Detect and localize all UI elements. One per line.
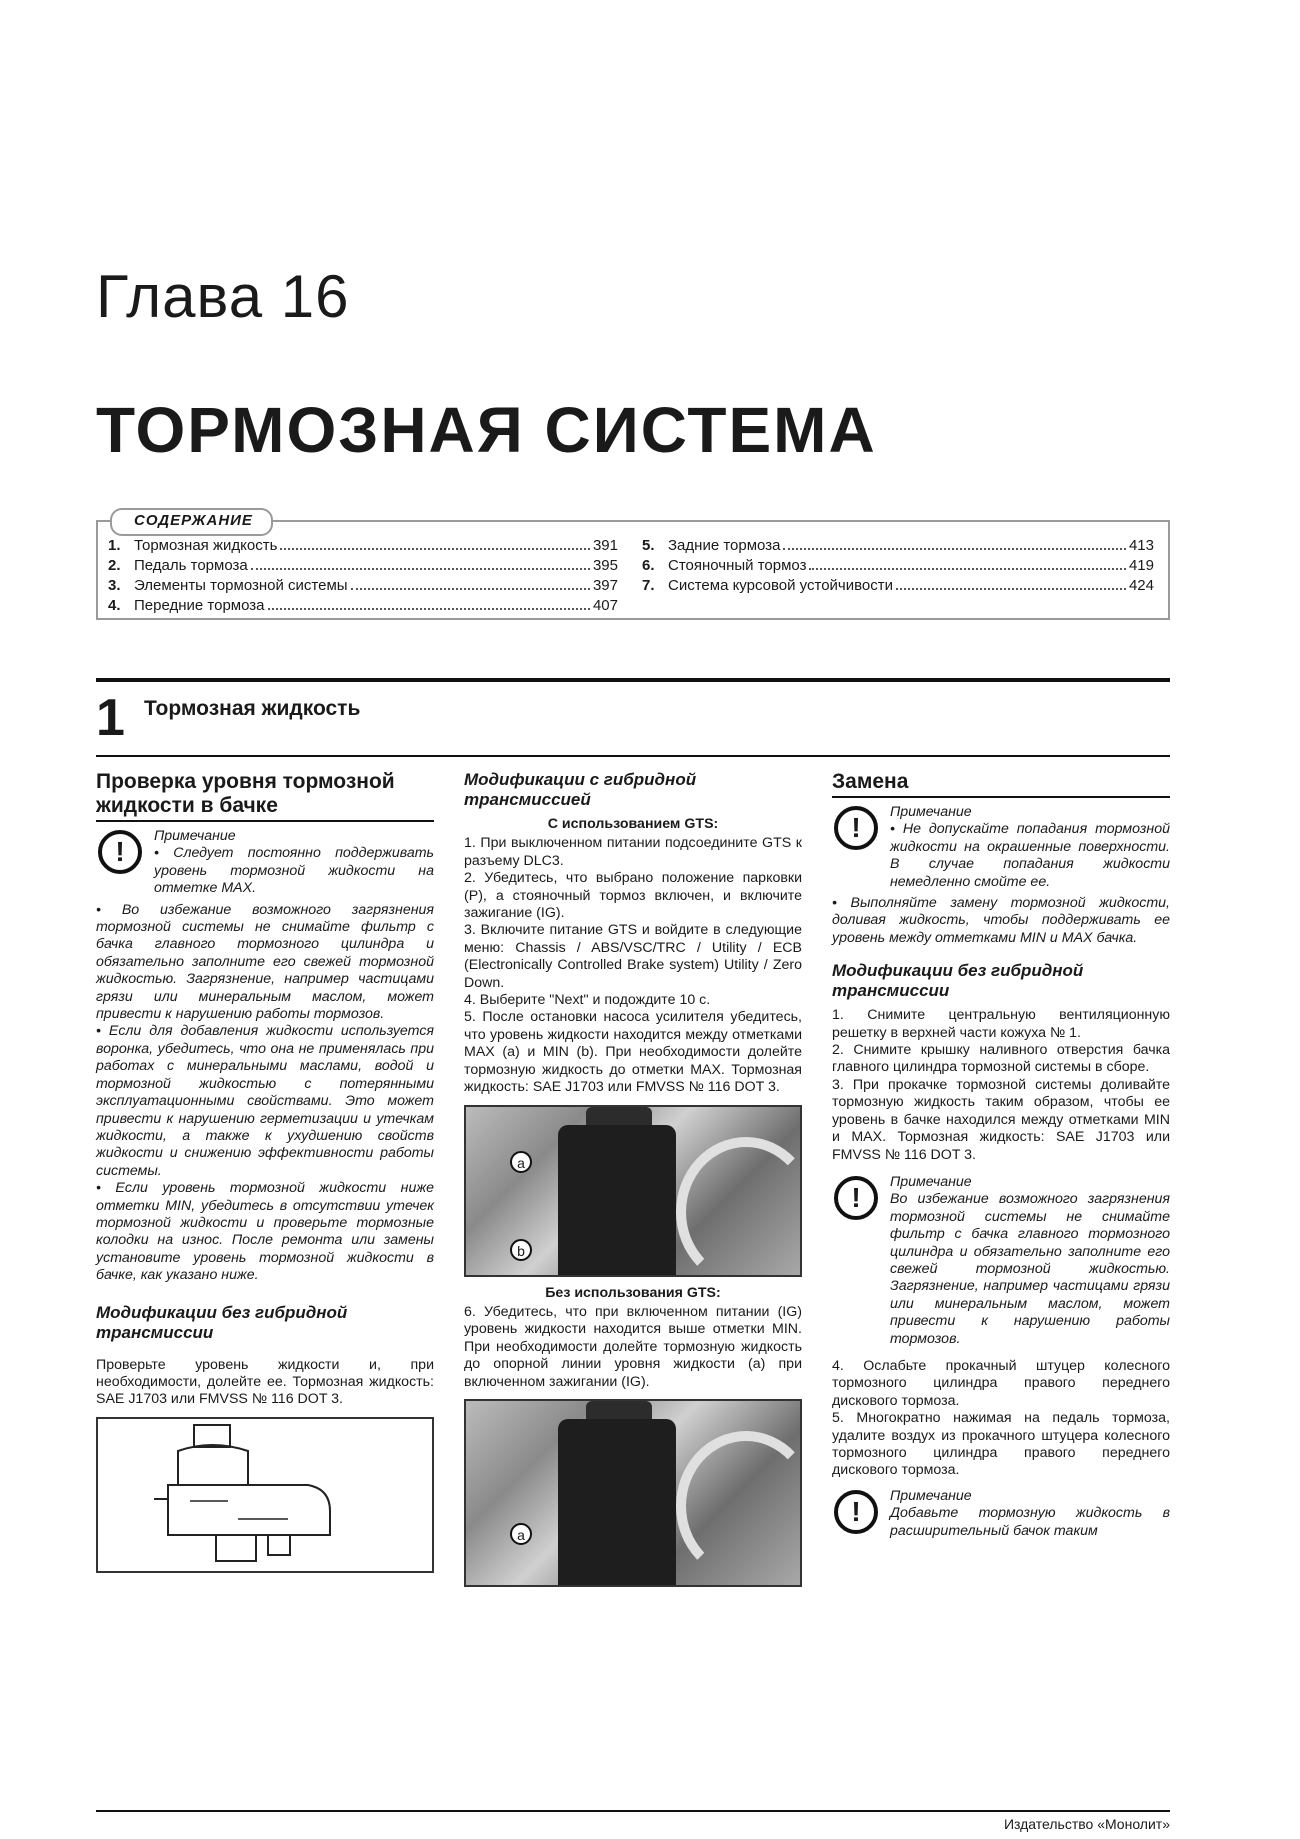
note-text: • Следует постоянно поддерживать уровень тормозной жидкости на отметке MAX.: [154, 845, 434, 897]
table-of-contents: [96, 512, 1170, 620]
paragraph: Проверьте уровень жидкости и, при необходимости, долейте ее. Тормозная жидкость: SAE J1703 или FMVSS № 116 DOT 3.: [96, 1356, 434, 1408]
warning-icon: !: [834, 1490, 878, 1534]
col1-heading: Проверка уровня тормозной жидкости в бачке: [96, 770, 434, 822]
toc-item[interactable]: 4. Передние тормоза 407: [108, 597, 618, 614]
section-number: 1: [96, 689, 125, 747]
note-block: [96, 828, 434, 898]
column-2: [464, 770, 802, 1595]
hose: [676, 1431, 802, 1581]
paragraph: • Если для добавления жидкости используется воронка, убедитесь, что она не применялась при работах с минеральными маслами, водой и тормозной жидкостью с потерянными эксплуатационными свойствами. Это может привести к нарушению герметизации и утечкам жидкости, а также к ухудшению свойств жидкости и снижению эффективности работы системы.: [96, 1023, 434, 1179]
step: 1. Снимите центральную вентиляционную решетку в верхней части кожуха № 1.: [832, 1007, 1170, 1041]
toc-item[interactable]: 1. Тормозная жидкость 391: [108, 537, 618, 554]
column-1: [96, 770, 434, 1573]
callout-a: a: [510, 1151, 532, 1173]
toc-left-column: [108, 536, 618, 616]
step: 1. При выключенном питании подсоедините GTS к разъему DLC3.: [464, 835, 802, 869]
section-title: Тормозная жидкость: [144, 697, 361, 720]
note-block: [832, 804, 1170, 891]
reservoir-drawing-svg: [98, 1419, 432, 1571]
toc-item[interactable]: 3. Элементы тормозной системы 397: [108, 577, 618, 594]
column-3: [832, 770, 1170, 1544]
col2-heading: Модификации с гибридной трансмиссией: [464, 770, 697, 809]
toc-item[interactable]: 2. Педаль тормоза 395: [108, 557, 618, 574]
note-label: Примечание: [890, 1487, 972, 1504]
publisher-footer: Издательство «Монолит»: [1003, 1816, 1170, 1832]
step: 3. При прокачке тормозной системы доливайте тормозную жидкость таким образом, чтобы ее уровень в бачке находился между отметками MIN и MAX. Тормозная жидкость: SAE J1703 или FMVSS № 116 DOT 3.: [832, 1076, 1170, 1163]
hose: [676, 1137, 802, 1277]
footer-rule: [96, 1810, 1170, 1812]
warning-icon: !: [98, 830, 142, 874]
step: 5. Многократно нажимая на педаль тормоза, удалите воздух из прокачного штуцера колесного тормозного цилиндра правого переднего дискового тормоза.: [832, 1410, 1170, 1479]
step: 2. Убедитесь, что выбрано положение парковки (P), а стояночный тормоз включен, и включите зажигание (IG).: [464, 870, 802, 922]
note-label: Примечание: [890, 1173, 972, 1190]
section-rule-top: [96, 678, 1170, 682]
note-text: Во избежание возможного загрязнения тормозной системы не снимайте фильтр с бачка главного тормозного цилиндра и обязательно заполните его свежей тормозной жидкостью. Загрязнение, например частицами грязи или минеральным маслом, может привести к нарушению работы тормозов.: [890, 1191, 1170, 1347]
toc-item[interactable]: 7. Система курсовой устойчивости 424: [642, 577, 1154, 594]
step: 6. Убедитесь, что при включенном питании (IG) уровень жидкости находится выше отметки MIN. При необходимости долейте тормозную жидкость до опорной линии уровня жидкости (a) при включенном зажигании (IG).: [464, 1303, 802, 1390]
warning-icon: !: [834, 1176, 878, 1220]
paragraph: • Если уровень тормозной жидкости ниже отметки MIN, убедитесь в отсутствии утечек тормозной жидкости и проверьте тормозные колодки на износ. После ремонта или замены установите уровень тормозной жидкости в бачке, как указано ниже.: [96, 1180, 434, 1284]
col1-subheading: Модификации без гибридной трансмиссии: [96, 1302, 348, 1342]
toc-right-column: [642, 536, 1154, 596]
note-block: [832, 1174, 1170, 1348]
col3-heading: Замена: [832, 770, 1170, 798]
warning-icon: !: [834, 806, 878, 850]
toc-item[interactable]: 5. Задние тормоза 413: [642, 537, 1154, 554]
paragraph: • Во избежание возможного загрязнения тормозной системы не снимайте фильтр с бачка главного тормозного цилиндра и обязательно заполните его свежей тормозной жидкостью. Загрязнение, например частицами грязи или минеральным маслом, может привести к нарушению работы тормозов.: [96, 901, 434, 1023]
note-text: • Не допускайте попадания тормозной жидкости на окрашенные поверхности. В случае попадания жидкости немедленно смойте ее.: [890, 821, 1170, 890]
reservoir-body: [558, 1125, 676, 1275]
note-text: Добавьте тормозную жидкость в расширительный бачок таким: [890, 1505, 1170, 1539]
step: 2. Снимите крышку наливного отверстия бачка главного цилиндра тормозной системы в сборе.: [832, 1042, 1170, 1076]
toc-heading: СОДЕРЖАНИЕ: [110, 508, 273, 536]
step: 3. Включите питание GTS и войдите в следующие меню: Chassis / ABS/VSC/TRC / Utility / ECB (Electronically Controlled Brake system) Utility / Zero Down.: [464, 922, 802, 991]
note-label: Примечание: [890, 804, 972, 820]
callout-b: b: [510, 1239, 532, 1261]
col3-subheading: Модификации без гибридной трансмиссии: [832, 961, 1084, 1001]
chapter-label: Глава 16: [96, 263, 350, 330]
section-rule-bottom: [96, 755, 1170, 757]
gts-heading: С использованием GTS:: [547, 816, 719, 832]
toc-item[interactable]: 6. Стояночный тормоз 419: [642, 557, 1154, 574]
step: 5. После остановки насоса усилителя убедитесь, что уровень жидкости находится между отметками MAX (a) и MIN (b). При необходимости долейте тормозную жидкость до отметки MAX. Тормозная жидкость: SAE J1703 или FMVSS № 116 DOT 3.: [464, 1009, 802, 1096]
reservoir-drawing: [96, 1417, 434, 1573]
reservoir-photo-gts: [464, 1105, 802, 1277]
note-label: Примечание: [154, 828, 236, 844]
step: 4. Ослабьте прокачный штуцер колесного тормозного цилиндра правого переднего дискового тормоза.: [832, 1357, 1170, 1409]
reservoir-body: [558, 1419, 676, 1587]
callout-a: a: [510, 1523, 532, 1545]
note-block: [832, 1488, 1170, 1540]
reservoir-photo-no-gts: [464, 1399, 802, 1587]
paragraph: • Выполняйте замену тормозной жидкости, доливая жидкость, чтобы поддерживать ее уровень между отметками MIN и MAX бачка.: [832, 895, 1170, 946]
no-gts-heading: Без использования GTS:: [545, 1284, 721, 1301]
step: 4. Выберите "Next" и подождите 10 с.: [464, 992, 711, 1009]
page-title: ТОРМОЗНАЯ СИСТЕМА: [96, 394, 877, 466]
